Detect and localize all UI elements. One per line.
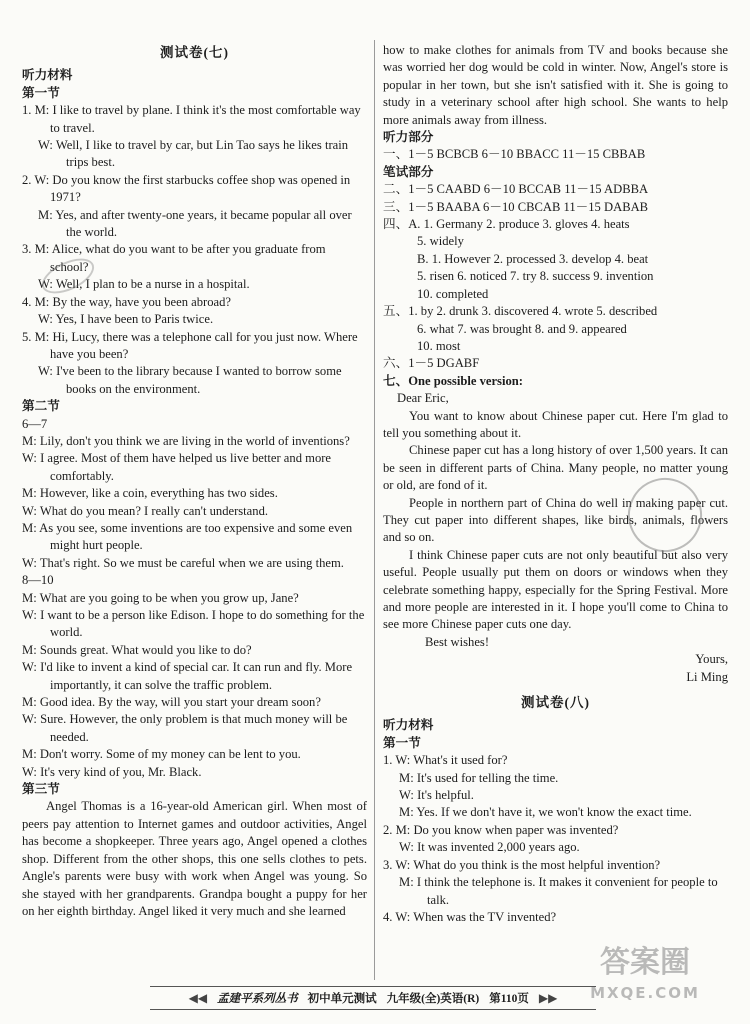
- dialogue-line: W: It's helpful.: [399, 788, 474, 803]
- answer-line: 5. risen 6. noticed 7. try 8. success 9. invention: [417, 269, 654, 284]
- answer-line: B. 1. However 2. processed 3. develop 4. beat: [417, 251, 649, 266]
- dialogue-line: 4. W: When was the TV invented?: [383, 909, 557, 924]
- dialogue-item: [22, 102, 367, 172]
- dialogue-line: 2. W: Do you know the first starbucks coffee shop was opened in 1971?: [22, 172, 351, 205]
- dialogue-line: W: It's very kind of you, Mr. Black.: [22, 764, 202, 779]
- answer-line: 五、1. by 2. drunk 3. discovered 4. wrote 5. described: [383, 304, 658, 319]
- dialogue-line: 1. M: I like to travel by plane. I think it's the most comfortable way to travel.: [22, 103, 361, 135]
- answer-line: 六、1－5 DGABF: [383, 356, 480, 371]
- dialogue-item: [383, 822, 728, 857]
- dialogue-item: [383, 857, 728, 909]
- answer-line: 10. completed: [417, 286, 489, 301]
- letter-paragraph: You want to know about Chinese paper cut. Here I'm glad to tell you something about it.: [383, 408, 728, 440]
- written-part-heading: 笔试部分: [383, 164, 434, 179]
- column-divider: [374, 40, 375, 980]
- dialogue-line: W: What do you mean? I really can't understand.: [22, 503, 269, 518]
- dialogue-line: M: Sounds great. What would you like to do?: [22, 642, 252, 657]
- dialogue-group-6-7: [22, 433, 367, 572]
- left-column: [22, 42, 367, 920]
- dialogue-line: W: I'd like to invent a kind of special car. It can run and fly. More importantly, it can solve the traffic problem.: [22, 660, 353, 692]
- arrow-right-icon: ▶▶: [538, 990, 558, 1005]
- section-1-dialogues: [22, 102, 367, 398]
- dialogue-line: W: Sure. However, the only problem is that much money will be needed.: [22, 712, 348, 744]
- dialogue-line: M: Yes. If we don't have it, we won't know the exact time.: [399, 805, 692, 820]
- dialogue-line: M: However, like a coin, everything has two sides.: [22, 486, 278, 501]
- answer-line: 三、1－5 BAABA 6－10 CBCAB 11－15 DABAB: [383, 199, 649, 214]
- dialogue-line: W: Well, I plan to be a nurse in a hospital.: [38, 277, 250, 292]
- answer-block: [383, 233, 728, 303]
- answer-line: 6. what 7. was brought 8. and 9. appeared: [417, 321, 627, 336]
- test-7-title: 测试卷(七): [160, 45, 229, 60]
- listening-material-heading: 听力材料: [383, 718, 434, 733]
- dialogue-item: [383, 752, 728, 822]
- test-8-title: 测试卷(八): [521, 695, 590, 711]
- dialogue-line: M: As you see, some inventions are too expensive and some even might hurt people.: [22, 520, 353, 553]
- letter-paragraph: I think Chinese paper cuts are not only beautiful but also very useful. People usually put them on doors or windows when they celebrate something happy, especially for the Spring Festival. More and more people are interested in it. I hope you'll come to China to see more Chinese paper cuts one day.: [383, 547, 728, 632]
- dialogue-line: 3. W: What do you think is the most helpful invention?: [383, 857, 661, 872]
- dialogue-line: W: That's right. So we must be careful when we are using them.: [22, 555, 344, 570]
- dialogue-line: W: I want to be a person like Edison. I hope to do something for the world.: [22, 608, 365, 640]
- footer-series: 孟建平系列丛书: [217, 993, 298, 1005]
- dialogue-line: 2. M: Do you know when paper was invented?: [383, 822, 619, 837]
- dialogue-line: M: Lily, don't you think we are living in the world of inventions?: [22, 433, 350, 448]
- dialogue-item: [22, 172, 367, 242]
- watermark-main: 答案圈: [600, 945, 690, 980]
- dialogue-item: [22, 294, 367, 329]
- dialogue-line: W: Well, I like to travel by car, but Lin Tao says he likes train trips best.: [38, 138, 349, 170]
- dialogue-line: W: I've been to the library because I wanted to borrow some books on the environment.: [38, 364, 342, 396]
- answer-line: 七、One possible version:: [383, 373, 523, 388]
- dialogue-line: 4. M: By the way, have you been abroad?: [22, 294, 232, 309]
- letter-salutation: Dear Eric,: [397, 391, 449, 406]
- answer-line: 四、A. 1. Germany 2. produce 3. gloves 4. heats: [383, 217, 630, 232]
- dialogue-item: [383, 909, 728, 926]
- footer-page-number: 第110页: [489, 993, 529, 1005]
- arrow-left-icon: ◀◀: [188, 990, 208, 1005]
- dialogue-line: M: Good idea. By the way, will you start your dream soon?: [22, 695, 321, 710]
- listening-material-heading: 听力材料: [22, 68, 73, 83]
- answer-line: 5. widely: [417, 234, 464, 249]
- dialogue-group-8-10: [22, 590, 367, 781]
- letter-paragraph: Chinese paper cut has a long history of over 1,500 years. It can be seen in different parts of China. Many people, no matter young or old, are fond of it.: [383, 443, 728, 493]
- dialogue-line: 5. M: Hi, Lucy, there was a telephone call for you just now. Where have you been?: [22, 329, 358, 361]
- answer-line: 二、1－5 CAABD 6－10 BCCAB 11－15 ADBBA: [383, 182, 649, 197]
- answer-line: 一、1－5 BCBCB 6－10 BBACC 11－15 CBBAB: [383, 147, 646, 162]
- section-2-heading: 第二节: [22, 399, 60, 414]
- section-1-heading: 第一节: [383, 735, 421, 750]
- letter-wishes: Best wishes!: [425, 634, 490, 649]
- footer-book: 初中单元测试: [307, 993, 377, 1005]
- dialogue-line: M: Yes, and after twenty-one years, it became popular all over the world.: [38, 207, 352, 240]
- group-label: 6—7: [22, 416, 48, 431]
- section-1-dialogues: [383, 752, 728, 926]
- footer-grade: 九年级(全)英语(R): [386, 993, 480, 1005]
- dialogue-line: M: It's used for telling the time.: [399, 770, 559, 785]
- letter-closing: Yours,: [695, 652, 728, 667]
- watermark-url: MXQE.COM: [590, 984, 700, 1002]
- dialogue-line: M: What are you going to be when you grow up, Jane?: [22, 590, 299, 605]
- watermark-logo: [570, 945, 720, 1008]
- letter-paragraph: People in northern part of China do well in making paper cut. They cut paper into different shapes, like birds, animals, flowers and so on.: [383, 495, 728, 545]
- group-label: 8—10: [22, 573, 54, 588]
- section-3-heading: 第三节: [22, 782, 60, 797]
- passage-text: Angel Thomas is a 16-year-old American girl. When most of peers pay attention to Internet games and outdoor activities, Angel has become a shopkeeper. Three years ago, Angel opened a clothes shop. Different from the other shops, this one sells clothes to pets. Angle's parents were busy with work when Angel was young. So she stayed with her grandparents. Grandpa bought a puppy for her on her eighth birthday. Angel liked it very much and she learned: [22, 799, 367, 918]
- dialogue-line: 3. M: Alice, what do you want to be after you graduate from school?: [22, 242, 326, 274]
- dialogue-line: M: Don't worry. Some of my money can be lent to you.: [22, 747, 301, 762]
- dialogue-line: 1. W: What's it used for?: [383, 753, 508, 768]
- listening-part-heading: 听力部分: [383, 130, 434, 145]
- letter-signature: Li Ming: [686, 669, 728, 684]
- answer-line: 10. most: [417, 338, 461, 353]
- section-1-heading: 第一节: [22, 85, 60, 100]
- dialogue-line: W: It was invented 2,000 years ago.: [399, 840, 580, 855]
- dialogue-item: [22, 329, 367, 399]
- dialogue-line: W: Yes, I have been to Paris twice.: [38, 312, 214, 327]
- passage-continued: how to make clothes for animals from TV and books because she was worried her dog would be cold in winter. Now, Angel's store is popular in her town, but she isn't satisfied with it. She is going to study in a veterinary school after high school. She wants to help more animals away from illness.: [383, 43, 728, 127]
- answer-block: [383, 321, 728, 356]
- dialogue-line: W: I agree. Most of them have helped us live better and more comfortably.: [22, 451, 332, 483]
- dialogue-line: M: I think the telephone is. It makes it convenient for people to talk.: [399, 875, 718, 907]
- page-footer: [150, 986, 596, 1010]
